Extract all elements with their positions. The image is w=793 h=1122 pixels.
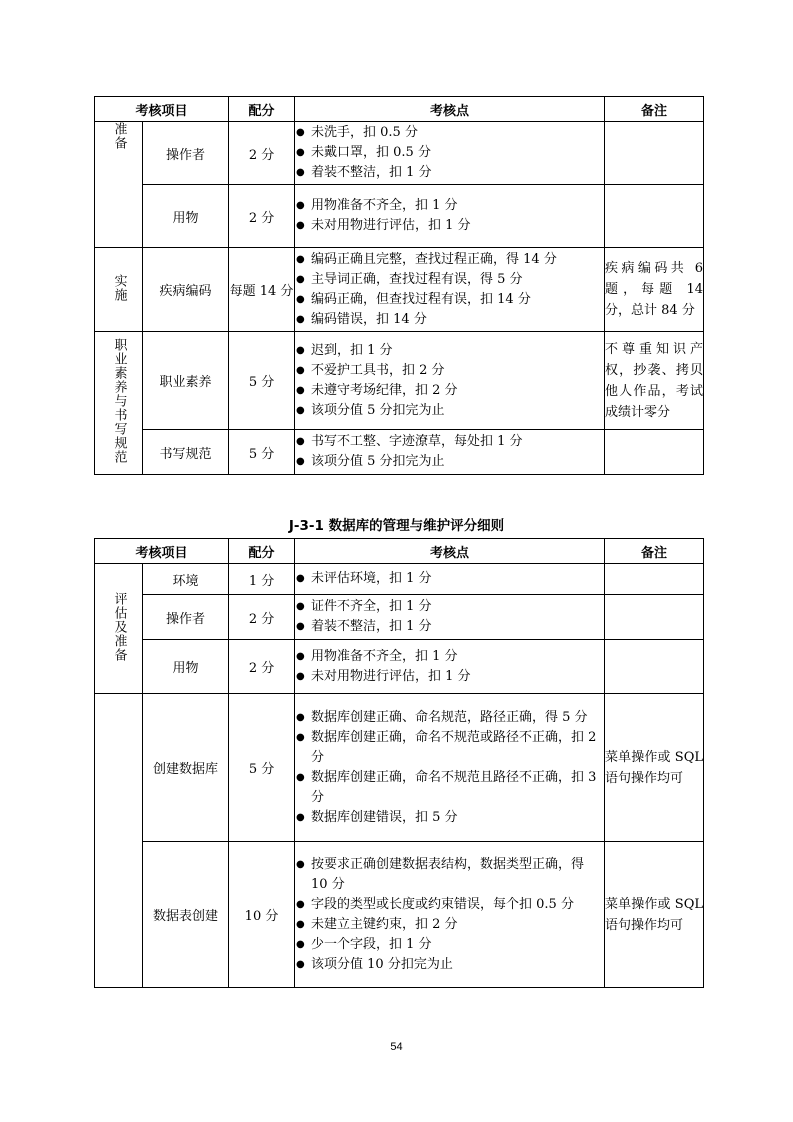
header-score: 配分 bbox=[229, 97, 295, 122]
table-row bbox=[95, 332, 704, 430]
score-cell: 5 分 bbox=[229, 694, 295, 842]
bullet-icon: ● bbox=[296, 456, 305, 467]
points-cell bbox=[295, 430, 605, 475]
page-number: 54 bbox=[390, 1041, 403, 1053]
note-cell: 菜单操作或 SQL 语句操作均可 bbox=[605, 694, 704, 842]
score-cell: 2 分 bbox=[229, 122, 295, 185]
item-cell: 用物 bbox=[143, 640, 229, 694]
table-row bbox=[95, 122, 704, 185]
score-cell: 2 分 bbox=[229, 640, 295, 694]
section-title: J-3-1 数据库的管理与维护评分细则 bbox=[288, 518, 505, 534]
table-row bbox=[95, 564, 704, 595]
list-item: ● 未建立主键约束，扣 2 分 bbox=[295, 915, 604, 935]
bullet-icon: ● bbox=[296, 167, 305, 178]
note-cell bbox=[605, 122, 704, 185]
table-header-row bbox=[95, 539, 704, 564]
score-cell: 2 分 bbox=[229, 595, 295, 640]
bullet-icon: ● bbox=[296, 293, 305, 305]
score-cell: 2 分 bbox=[229, 185, 295, 248]
list-item: ● 按要求正确创建数据表结构，数据类型正确，得 10 分 bbox=[296, 856, 585, 892]
bullet-icon: ● bbox=[296, 344, 305, 356]
list-item: ● 编码正确且完整，查找过程正确，得 14 分 bbox=[295, 250, 604, 270]
points-cell bbox=[295, 694, 605, 842]
list-item: ● 不爱护工具书，扣 2 分 bbox=[295, 361, 604, 381]
bullet-icon: ● bbox=[296, 938, 305, 950]
item-cell: 环境 bbox=[143, 564, 229, 595]
list-item: ● 数据库创建正确，命名不规范且路径不正确，扣 3 分 bbox=[296, 769, 597, 805]
list-item: ● 主导词正确，查找过程有误，得 5 分 bbox=[295, 270, 604, 290]
list-item: ● 迟到，扣 1 分 bbox=[295, 341, 604, 361]
header-score: 配分 bbox=[229, 539, 295, 564]
category-label: 评估及准备 bbox=[111, 591, 127, 662]
bullet-icon: ● bbox=[296, 811, 305, 823]
table-row bbox=[95, 694, 704, 842]
list-item: ● 数据库创建错误，扣 5 分 bbox=[295, 808, 604, 828]
bullet-icon: ● bbox=[296, 253, 305, 265]
list-item: ● 少一个字段，扣 1 分 bbox=[295, 935, 604, 955]
category-cell bbox=[95, 694, 143, 988]
points-cell bbox=[295, 122, 605, 185]
bullet-icon: ● bbox=[296, 858, 305, 870]
note-cell bbox=[605, 595, 704, 640]
bullet-icon: ● bbox=[296, 404, 305, 416]
points-cell bbox=[295, 595, 605, 640]
header-note: 备注 bbox=[605, 97, 704, 122]
note-cell bbox=[605, 185, 704, 248]
bullet-icon: ● bbox=[296, 200, 305, 211]
bullet-icon: ● bbox=[296, 313, 305, 325]
score-cell: 1 分 bbox=[229, 564, 295, 595]
list-item: ● 着装不整洁，扣 1 分 bbox=[295, 617, 604, 637]
list-item: ● 数据库创建正确，命名不规范或路径不正确，扣 2 分 bbox=[296, 729, 597, 765]
bullet-icon: ● bbox=[296, 273, 305, 285]
note-cell bbox=[605, 640, 704, 694]
category-cell bbox=[95, 122, 143, 248]
points-cell bbox=[295, 185, 605, 248]
header-item: 考核项目 bbox=[95, 97, 229, 122]
note-cell: 菜单操作或 SQL 语句操作均可 bbox=[605, 842, 704, 988]
list-item: ● 字段的类型或长度或约束错误，每个扣 0.5 分 bbox=[295, 895, 604, 915]
list-item: ● 未戴口罩，扣 0.5 分 bbox=[295, 143, 604, 163]
table-row bbox=[95, 185, 704, 248]
header-item: 考核项目 bbox=[95, 539, 229, 564]
bullet-icon: ● bbox=[296, 621, 305, 632]
bullet-icon: ● bbox=[296, 436, 305, 447]
item-cell: 操作者 bbox=[143, 595, 229, 640]
item-cell: 书写规范 bbox=[143, 430, 229, 475]
bullet-icon: ● bbox=[296, 731, 305, 743]
score-cell: 5 分 bbox=[229, 332, 295, 430]
item-cell: 操作者 bbox=[143, 122, 229, 185]
score-cell: 每题 14 分 bbox=[229, 248, 295, 332]
list-item: ● 未对用物进行评估，扣 1 分 bbox=[295, 667, 604, 687]
header-note: 备注 bbox=[605, 539, 704, 564]
bullet-icon: ● bbox=[296, 384, 305, 396]
bullet-icon: ● bbox=[296, 771, 305, 783]
bullet-icon: ● bbox=[296, 918, 305, 930]
points-cell bbox=[295, 842, 605, 988]
list-item: ● 该项分值 5 分扣完为止 bbox=[295, 452, 604, 472]
header-points: 考核点 bbox=[295, 539, 605, 564]
list-item: ● 书写不工整、字迹潦草，每处扣 1 分 bbox=[295, 432, 604, 452]
item-cell: 数据表创建 bbox=[143, 842, 229, 988]
bullet-icon: ● bbox=[296, 670, 305, 682]
list-item: ● 编码错误，扣 14 分 bbox=[295, 310, 604, 330]
bullet-icon: ● bbox=[296, 711, 305, 723]
points-cell bbox=[295, 332, 605, 430]
points-cell bbox=[295, 640, 605, 694]
list-item: ● 未评估环境，扣 1 分 bbox=[295, 569, 604, 589]
note-cell bbox=[605, 430, 704, 475]
bullet-icon: ● bbox=[296, 147, 305, 158]
note-cell: 不尊重知识产权，抄袭、拷贝他人作品，考试成绩计零分 bbox=[605, 332, 704, 430]
note-cell bbox=[605, 564, 704, 595]
table-row bbox=[95, 842, 704, 988]
bullet-icon: ● bbox=[296, 650, 305, 662]
table-row bbox=[95, 640, 704, 694]
category-label: 职业素养与书写规范 bbox=[111, 338, 127, 464]
category-cell bbox=[95, 248, 143, 332]
note-cell: 疾病编码共 6 题，每题 14 分，总计 84 分 bbox=[605, 248, 704, 332]
list-item: ● 用物准备不齐全，扣 1 分 bbox=[295, 196, 604, 216]
table-header-row bbox=[95, 97, 704, 122]
category-cell bbox=[95, 564, 143, 694]
list-item: ● 未遵守考场纪律，扣 2 分 bbox=[295, 381, 604, 401]
category-label: 实施 bbox=[111, 273, 127, 302]
list-item: ● 数据库创建正确、命名规范，路径正确，得 5 分 bbox=[295, 708, 604, 728]
scoring-table-2 bbox=[94, 538, 704, 988]
item-cell: 创建数据库 bbox=[143, 694, 229, 842]
bullet-icon: ● bbox=[296, 364, 305, 376]
list-item: ● 未洗手，扣 0.5 分 bbox=[295, 123, 604, 143]
list-item: ● 编码正确，但查找过程有误，扣 14 分 bbox=[295, 290, 604, 310]
item-cell: 职业素养 bbox=[143, 332, 229, 430]
bullet-icon: ● bbox=[296, 127, 305, 138]
bullet-icon: ● bbox=[296, 573, 305, 584]
item-cell: 用物 bbox=[143, 185, 229, 248]
bullet-icon: ● bbox=[296, 220, 305, 231]
points-cell bbox=[295, 564, 605, 595]
item-cell: 疾病编码 bbox=[143, 248, 229, 332]
list-item: ● 该项分值 5 分扣完为止 bbox=[295, 401, 604, 421]
list-item: ● 着装不整洁，扣 1 分 bbox=[295, 163, 604, 183]
scoring-table-1 bbox=[94, 96, 704, 475]
list-item: ● 证件不齐全，扣 1 分 bbox=[295, 597, 604, 617]
category-cell bbox=[95, 332, 143, 475]
score-cell: 10 分 bbox=[229, 842, 295, 988]
bullet-icon: ● bbox=[296, 601, 305, 612]
points-cell bbox=[295, 248, 605, 332]
header-points: 考核点 bbox=[295, 97, 605, 122]
list-item: ● 用物准备不齐全，扣 1 分 bbox=[295, 647, 604, 667]
score-cell: 5 分 bbox=[229, 430, 295, 475]
bullet-icon: ● bbox=[296, 958, 305, 970]
list-item: ● 该项分值 10 分扣完为止 bbox=[295, 955, 604, 975]
list-item: ● 未对用物进行评估，扣 1 分 bbox=[295, 216, 604, 236]
category-label: 准备 bbox=[111, 122, 127, 150]
table-row bbox=[95, 248, 704, 332]
table-row bbox=[95, 430, 704, 475]
bullet-icon: ● bbox=[296, 898, 305, 910]
table-row bbox=[95, 595, 704, 640]
